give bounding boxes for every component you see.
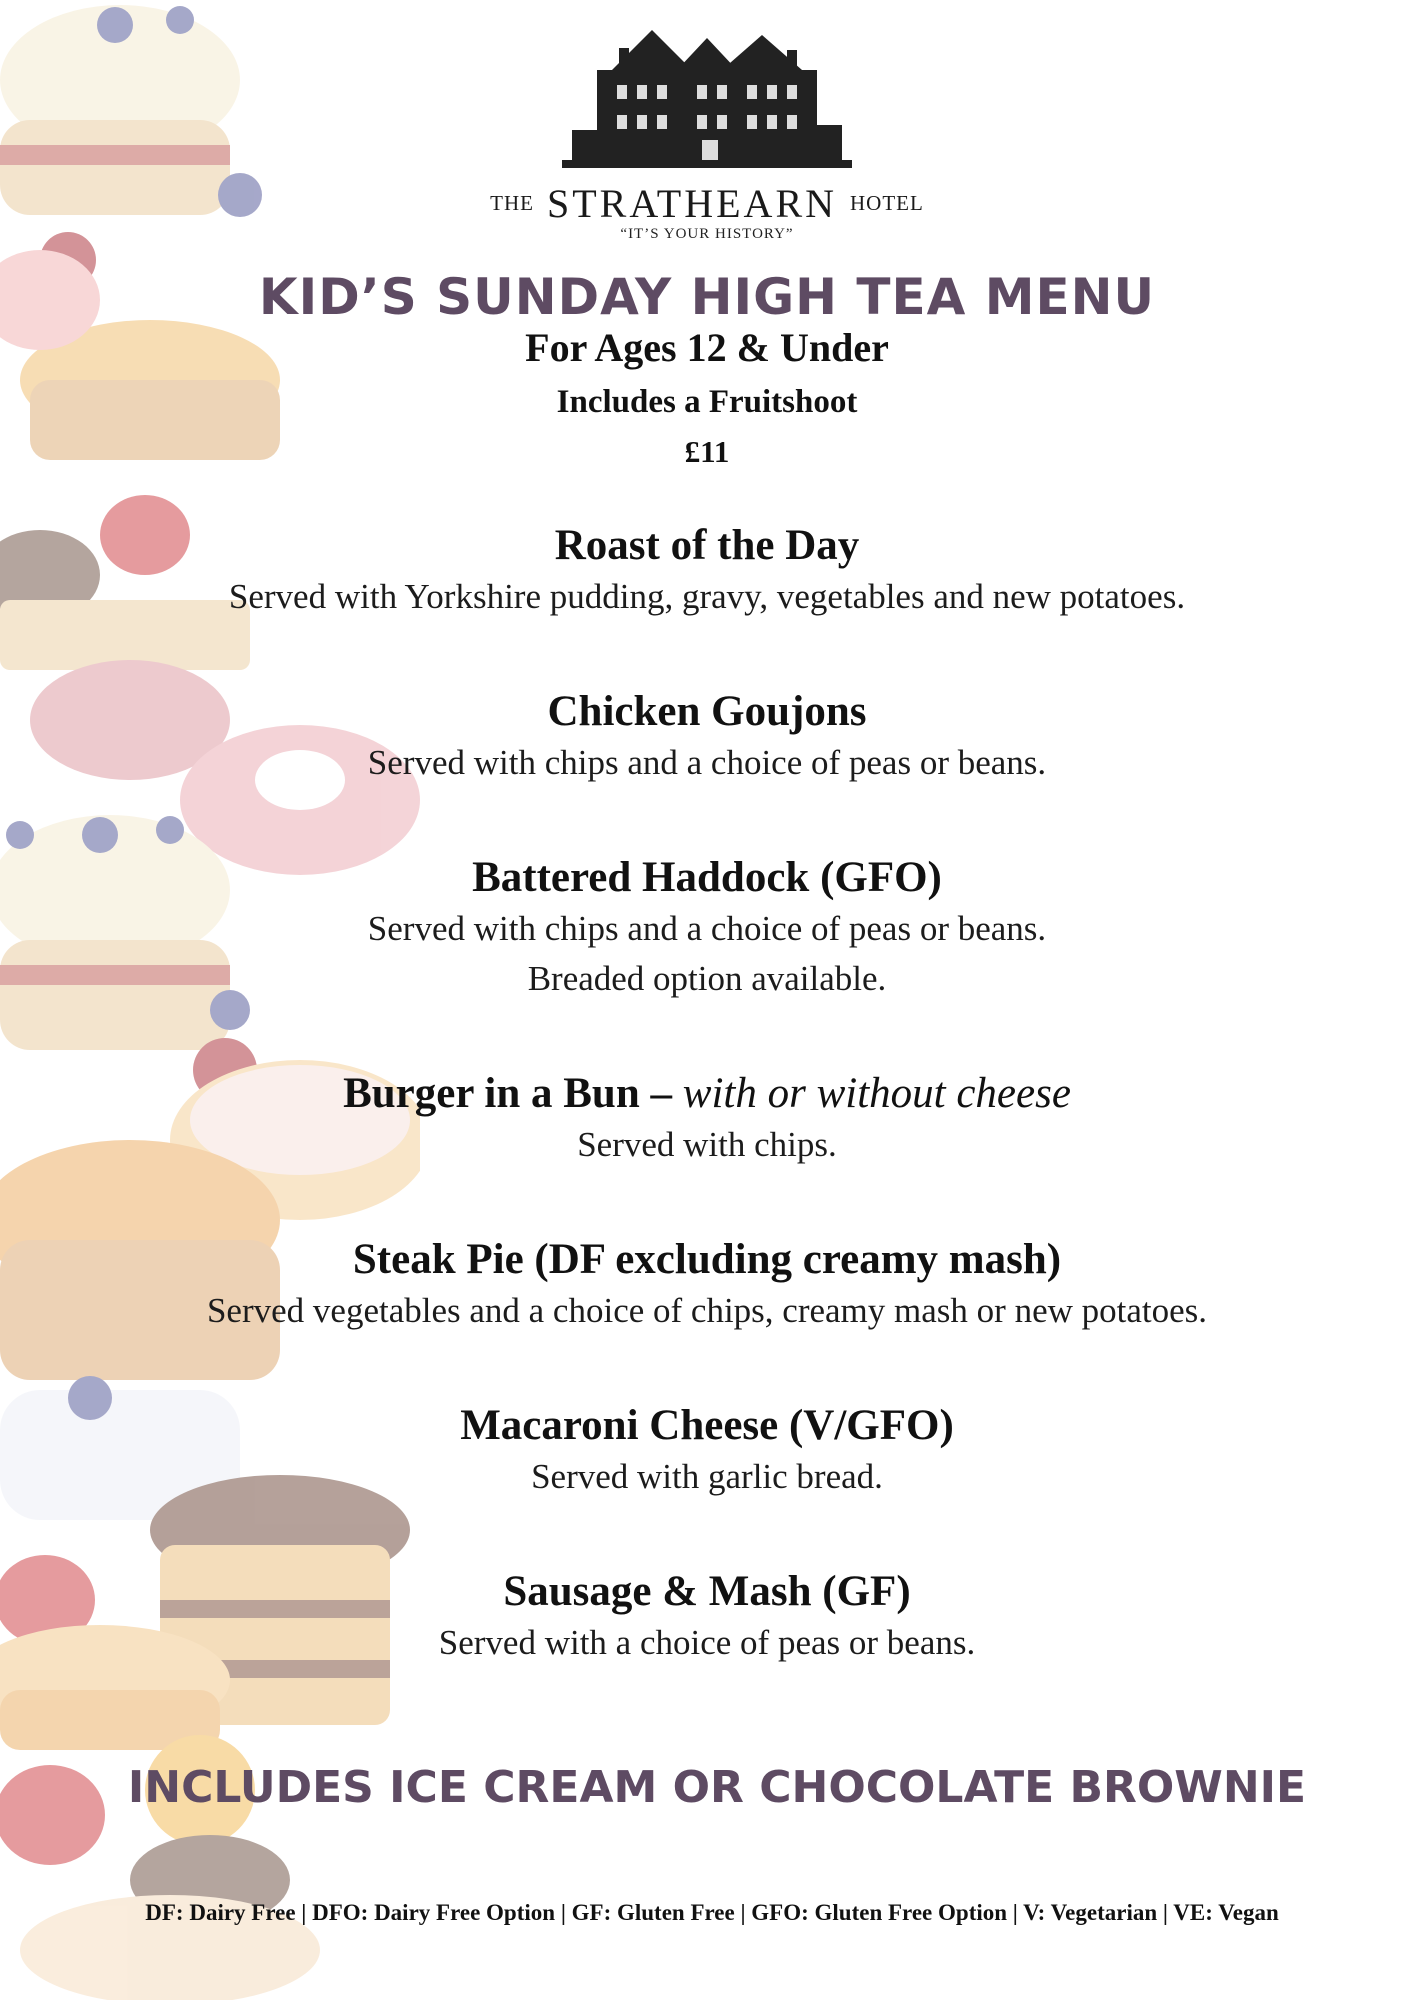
menu-item-name: Chicken Goujons	[547, 688, 867, 735]
menu-item-note: Breaded option available.	[527, 959, 887, 998]
menu-includes: Includes a Fruitshoot	[556, 384, 858, 420]
menu-item	[0, 852, 1414, 1004]
menu-item-description: Served with chips and a choice of peas or beans.	[367, 909, 1047, 948]
menu-item	[0, 1566, 1414, 1668]
menu-item-description: Served with Yorkshire pudding, gravy, vegetables and new potatoes.	[228, 577, 1186, 616]
menu-item-name: Macaroni Cheese (V/GFO)	[460, 1402, 954, 1449]
menu-item-option: with or without cheese	[682, 1070, 1071, 1117]
menu-item-name: Battered Haddock (GFO)	[472, 854, 942, 901]
menu-item-description: Served with garlic bread.	[531, 1457, 883, 1496]
hotel-building-icon	[557, 30, 857, 175]
brand-name: STRATHEARN	[546, 181, 838, 226]
brand-suffix: HOTEL	[850, 191, 924, 215]
menu-item-name: Burger in a Bun –	[343, 1070, 683, 1117]
menu-price: £11	[684, 434, 730, 469]
hotel-name	[0, 180, 1414, 227]
menu-item	[0, 686, 1414, 788]
dessert-note: INCLUDES ICE CREAM OR CHOCOLATE BROWNIE	[127, 1762, 1307, 1813]
menu-item-description: Served with a choice of peas or beans.	[438, 1623, 976, 1662]
hotel-tagline: “IT’S YOUR HISTORY”	[620, 226, 794, 242]
menu-item-description: Served with chips and a choice of peas or beans.	[367, 743, 1047, 782]
menu-item-name: Steak Pie (DF excluding creamy mash)	[352, 1236, 1062, 1283]
menu-item-description: Served vegetables and a choice of chips, creamy mash or new potatoes.	[206, 1291, 1208, 1330]
menu-item	[0, 520, 1414, 622]
menu-item-name: Sausage & Mash (GF)	[503, 1568, 911, 1615]
menu-item	[0, 1400, 1414, 1502]
dietary-key: DF: Dairy Free | DFO: Dairy Free Option | GF: Gluten Free | GFO: Gluten Free Option | V: Vegetarian | VE: Vegan	[145, 1900, 1279, 1925]
menu-item-name: Roast of the Day	[554, 522, 860, 569]
menu-item-name-wrap	[0, 1068, 1414, 1120]
menu-item	[0, 1234, 1414, 1336]
brand-prefix: THE	[490, 191, 534, 215]
menu-item	[0, 1068, 1414, 1170]
menu-ages: For Ages 12 & Under	[525, 325, 889, 370]
hotel-logo	[0, 30, 1414, 175]
menu-item-description: Served with chips.	[577, 1125, 837, 1164]
menu-title: KID’S SUNDAY HIGH TEA MENU	[258, 268, 1156, 326]
